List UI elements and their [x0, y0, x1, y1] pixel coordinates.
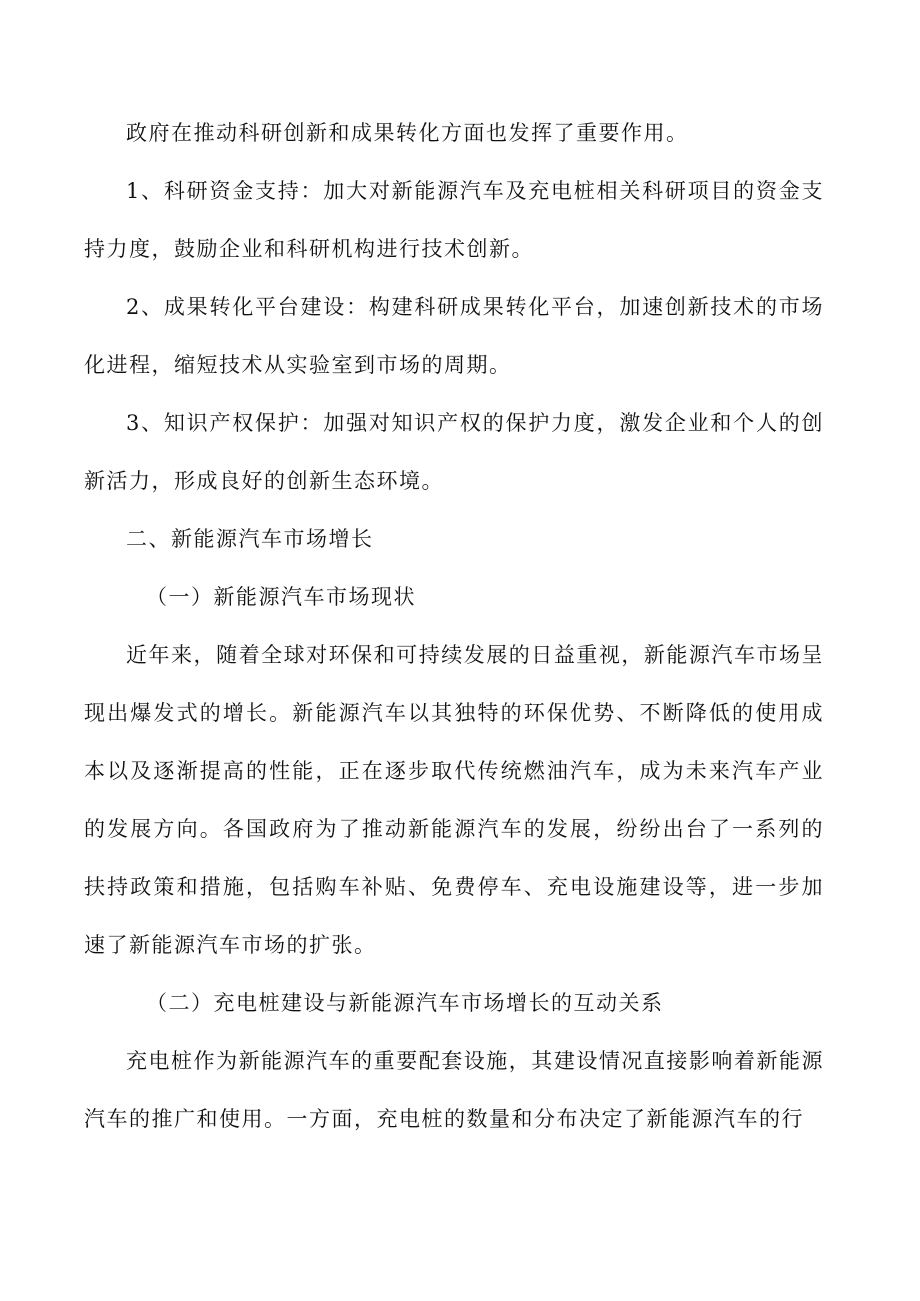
paragraph-intro: 政府在推动科研创新和成果转化方面也发挥了重要作用。 — [126, 121, 689, 145]
subsection-heading-interaction: （二）充电桩建设与新能源汽车市场增长的互动关系 — [146, 991, 664, 1015]
subsection-heading-market-status: （一）新能源汽车市场现状 — [146, 585, 416, 609]
list-item-ip-protection: 3、知识产权保护：加强对知识产权的保护力度，激发企业和个人的创新活力，形成良好的创新生态环境。 — [84, 411, 824, 493]
list-item-research-funding: 1、科研资金支持：加大对新能源汽车及充电桩相关科研项目的资金支持力度，鼓励企业和科研机构进行技术创新。 — [84, 179, 824, 261]
paragraph-market-status: 近年来，随着全球对环保和可持续发展的日益重视，新能源汽车市场呈现出爆发式的增长。新能源汽车以其独特的环保优势、不断降低的使用成本以及逐渐提高的性能，正在逐步取代传统燃油汽车，成为未来汽车产业的发展方向。各国政府为了推动新能源汽车的发展，纷纷出台了一系列的扶持政策和措施，包括购车补贴、免费停车、充电设施建设等，进一步加速了新能源汽车市场的扩张。 — [84, 643, 824, 957]
document-body — [84, 104, 824, 1148]
paragraph-interaction: 充电桩作为新能源汽车的重要配套设施，其建设情况直接影响着新能源汽车的推广和使用。一方面，充电桩的数量和分布决定了新能源汽车的行 — [84, 1049, 824, 1131]
list-item-transfer-platform: 2、成果转化平台建设：构建科研成果转化平台，加速创新技术的市场化进程，缩短技术从实验室到市场的周期。 — [84, 295, 824, 377]
section-heading-market-growth: 二、新能源汽车市场增长 — [126, 527, 374, 551]
